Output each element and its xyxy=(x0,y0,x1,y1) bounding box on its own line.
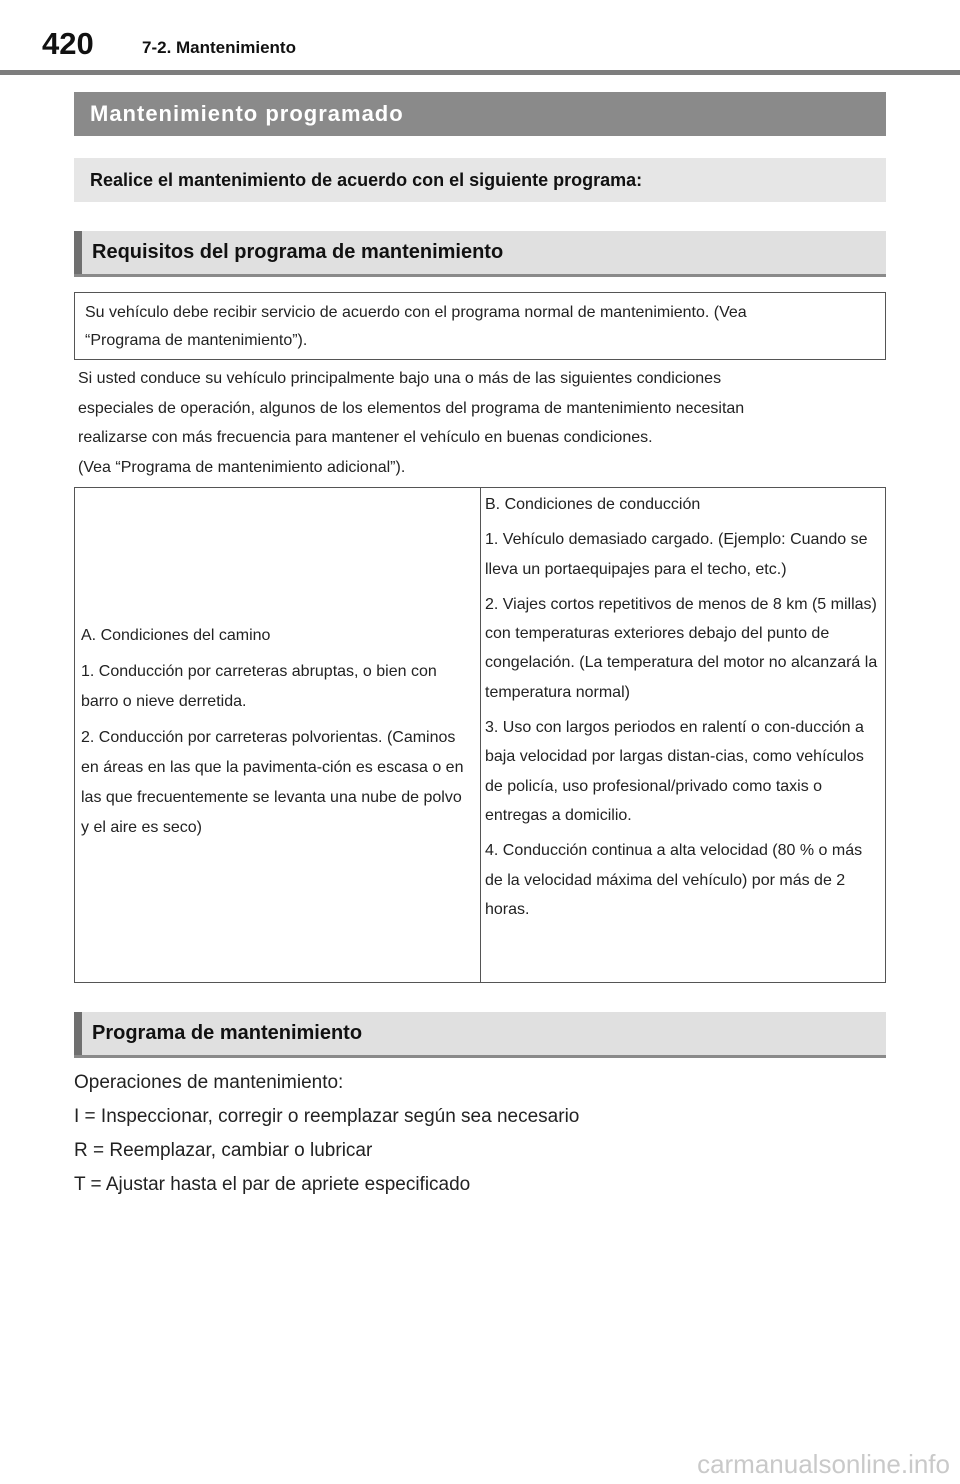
driving-condition-item: 4. Conducción continua a alta velocidad (80 % o más de la velocidad máxima del vehículo) por más de 2 horas. xyxy=(485,842,863,918)
main-title: Mantenimiento programado xyxy=(90,101,404,126)
requirements-heading: Requisitos del programa de mantenimiento xyxy=(92,241,504,263)
driving-conditions-title: B. Condiciones de conducción xyxy=(485,496,701,513)
heading-accent xyxy=(74,231,82,274)
driving-conditions-cell xyxy=(481,488,885,982)
paragraph-line: especiales de operación, algunos de los elementos del programa de mantenimiento necesitan xyxy=(78,399,745,417)
note-line: “Programa de mantenimiento”). xyxy=(85,332,308,349)
driving-condition-item: 3. Uso con largos periodos en ralentí o con-ducción a baja velocidad por largas distan-cias, como vehículos de policía, uso profesional/privado como taxis o entregas a domicilio. xyxy=(485,719,864,824)
requirements-note-box xyxy=(74,292,886,360)
paragraph-line: Si usted conduce su vehículo principalmente bajo una o más de las siguientes condiciones xyxy=(78,370,722,387)
legend-item: R = Reemplazar, cambiar o lubricar xyxy=(74,1140,373,1161)
maintenance-operations xyxy=(74,1066,886,1202)
driving-condition-item: 2. Viajes cortos repetitivos de menos de 8 km (5 millas) con temperaturas exteriores debajo del punto de congelación. (La temperatura del motor no alcanzará la temperatura normal) xyxy=(485,595,878,701)
paragraph-line: realizarse con más frecuencia para mantener el vehículo en buenas condiciones. xyxy=(78,429,653,446)
site-watermark: carmanualsonline.info xyxy=(697,1449,950,1479)
legend-item: I = Inspeccionar, corregir o reemplazar según sea necesario xyxy=(74,1106,580,1127)
heading-accent xyxy=(74,1012,82,1055)
section-title: 7-2. Mantenimiento xyxy=(142,38,296,57)
road-condition-item: 1. Conducción por carreteras abruptas, o bien con barro o nieve derretida. xyxy=(81,663,437,710)
note-line: Su vehículo debe recibir servicio de acuerdo con el programa normal de mantenimiento. (Vea xyxy=(85,304,747,321)
operations-title: Operaciones de mantenimiento: xyxy=(74,1072,344,1093)
driving-condition-item: 1. Vehículo demasiado cargado. (Ejemplo: Cuando se lleva un portaequipajes para el techo, etc.) xyxy=(485,531,868,578)
legend-item: T = Ajustar hasta el par de apriete especificado xyxy=(74,1174,471,1195)
requirements-paragraph xyxy=(78,364,878,482)
paragraph-line: (Vea “Programa de mantenimiento adicional”). xyxy=(78,458,406,476)
page-number: 420 xyxy=(42,26,94,61)
requirements-heading-bar xyxy=(74,231,886,277)
road-condition-item: 2. Conducción por carreteras polvorientas. (Caminos en áreas en las que la pavimenta-ción es escasa o en las que frecuentemente se levanta una nube de polvo y el aire es seco) xyxy=(81,729,464,836)
intro-bar xyxy=(74,158,886,202)
schedule-heading-bar xyxy=(74,1012,886,1058)
intro-text: Realice el mantenimiento de acuerdo con el siguiente programa: xyxy=(90,169,643,190)
road-conditions-cell xyxy=(75,488,481,982)
schedule-heading: Programa de mantenimiento xyxy=(92,1022,363,1044)
header-divider xyxy=(0,70,960,75)
main-title-bar xyxy=(74,92,886,136)
conditions-table xyxy=(74,487,886,983)
road-conditions-title: A. Condiciones del camino xyxy=(81,627,271,644)
